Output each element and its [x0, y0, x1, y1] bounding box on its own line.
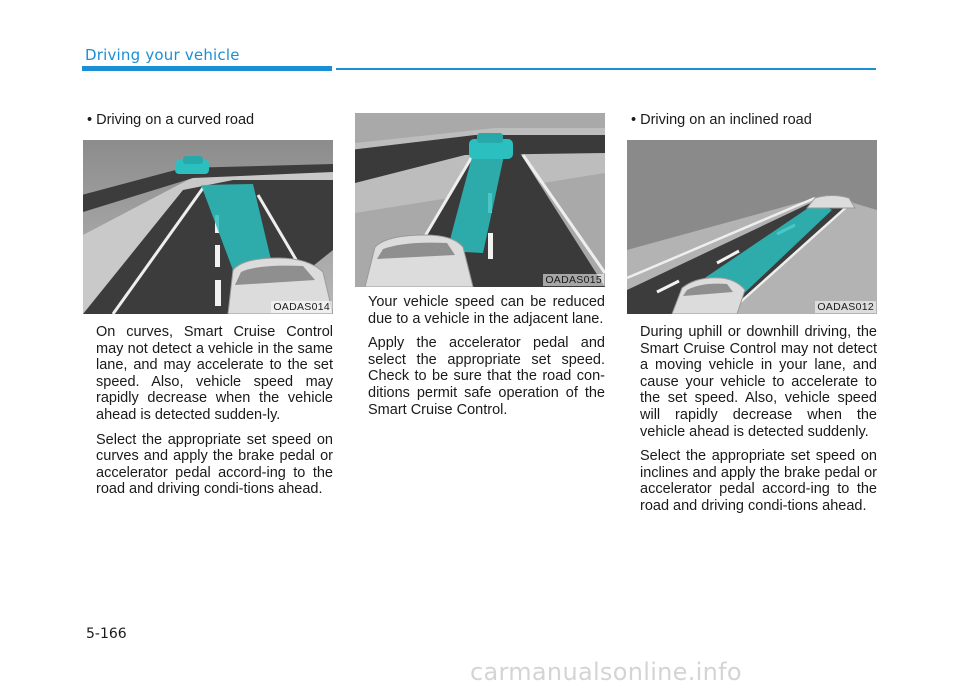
figure-code: OADAS015 — [545, 274, 602, 286]
column-adjacent-lane — [355, 113, 607, 426]
figure-code: OADAS014 — [273, 301, 330, 313]
figure-curved-road — [83, 140, 333, 314]
bullet-curved-road: • Driving on a curved road — [87, 112, 335, 129]
figure-adjacent-lane — [355, 113, 605, 287]
own-vehicle — [365, 235, 473, 287]
inclined-road-illustration — [627, 140, 877, 314]
column-curved-road — [83, 112, 335, 506]
header-rule-thin — [336, 68, 876, 70]
section-title: Driving your vehicle — [85, 46, 240, 64]
column-inclined-road — [627, 112, 879, 523]
watermark: carmanualsonline.info — [470, 658, 742, 686]
adjacent-lane-illustration — [355, 113, 605, 287]
page-number: 5-166 — [86, 626, 127, 642]
column-body — [96, 324, 333, 498]
paragraph: Your vehicle speed can be reduced due to a vehicle in the adjacent lane. — [368, 294, 605, 327]
figure-code: OADAS012 — [817, 301, 874, 313]
header-rule-thick — [82, 66, 332, 71]
paragraph: Apply the accelerator pedal and select the appropriate set speed. Check to be sure that the road con-ditions permit safe operation of the Smart Cruise Control. — [368, 335, 605, 418]
figure-inclined-road — [627, 140, 877, 314]
column-body — [368, 294, 605, 418]
paragraph: Select the appropriate set speed on inclines and apply the brake pedal or accelerator pedal accord-ing to the road and driving condi-tions ahead. — [640, 448, 877, 514]
curved-road-illustration — [83, 140, 333, 314]
bullet-inclined-road: • Driving on an inclined road — [631, 112, 879, 129]
paragraph: Select the appropriate set speed on curves and apply the brake pedal or accelerator pedal accord-ing to the road and driving condi-tions ahead. — [96, 431, 333, 498]
paragraph: During uphill or downhill driving, the Smart Cruise Control may not detect a moving vehicle in your lane, and cause your vehicle to accelerate to the set speed. Also, vehicle speed will rapidly decrease when the vehicle ahead is detected suddenly. — [640, 324, 877, 440]
paragraph: On curves, Smart Cruise Control may not detect a vehicle in the same lane, and may accelerate to the set speed. Also, vehicle speed may rapidly decrease when the vehicle ahead is detected sudden-ly. — [96, 324, 333, 423]
column-body — [640, 324, 877, 515]
